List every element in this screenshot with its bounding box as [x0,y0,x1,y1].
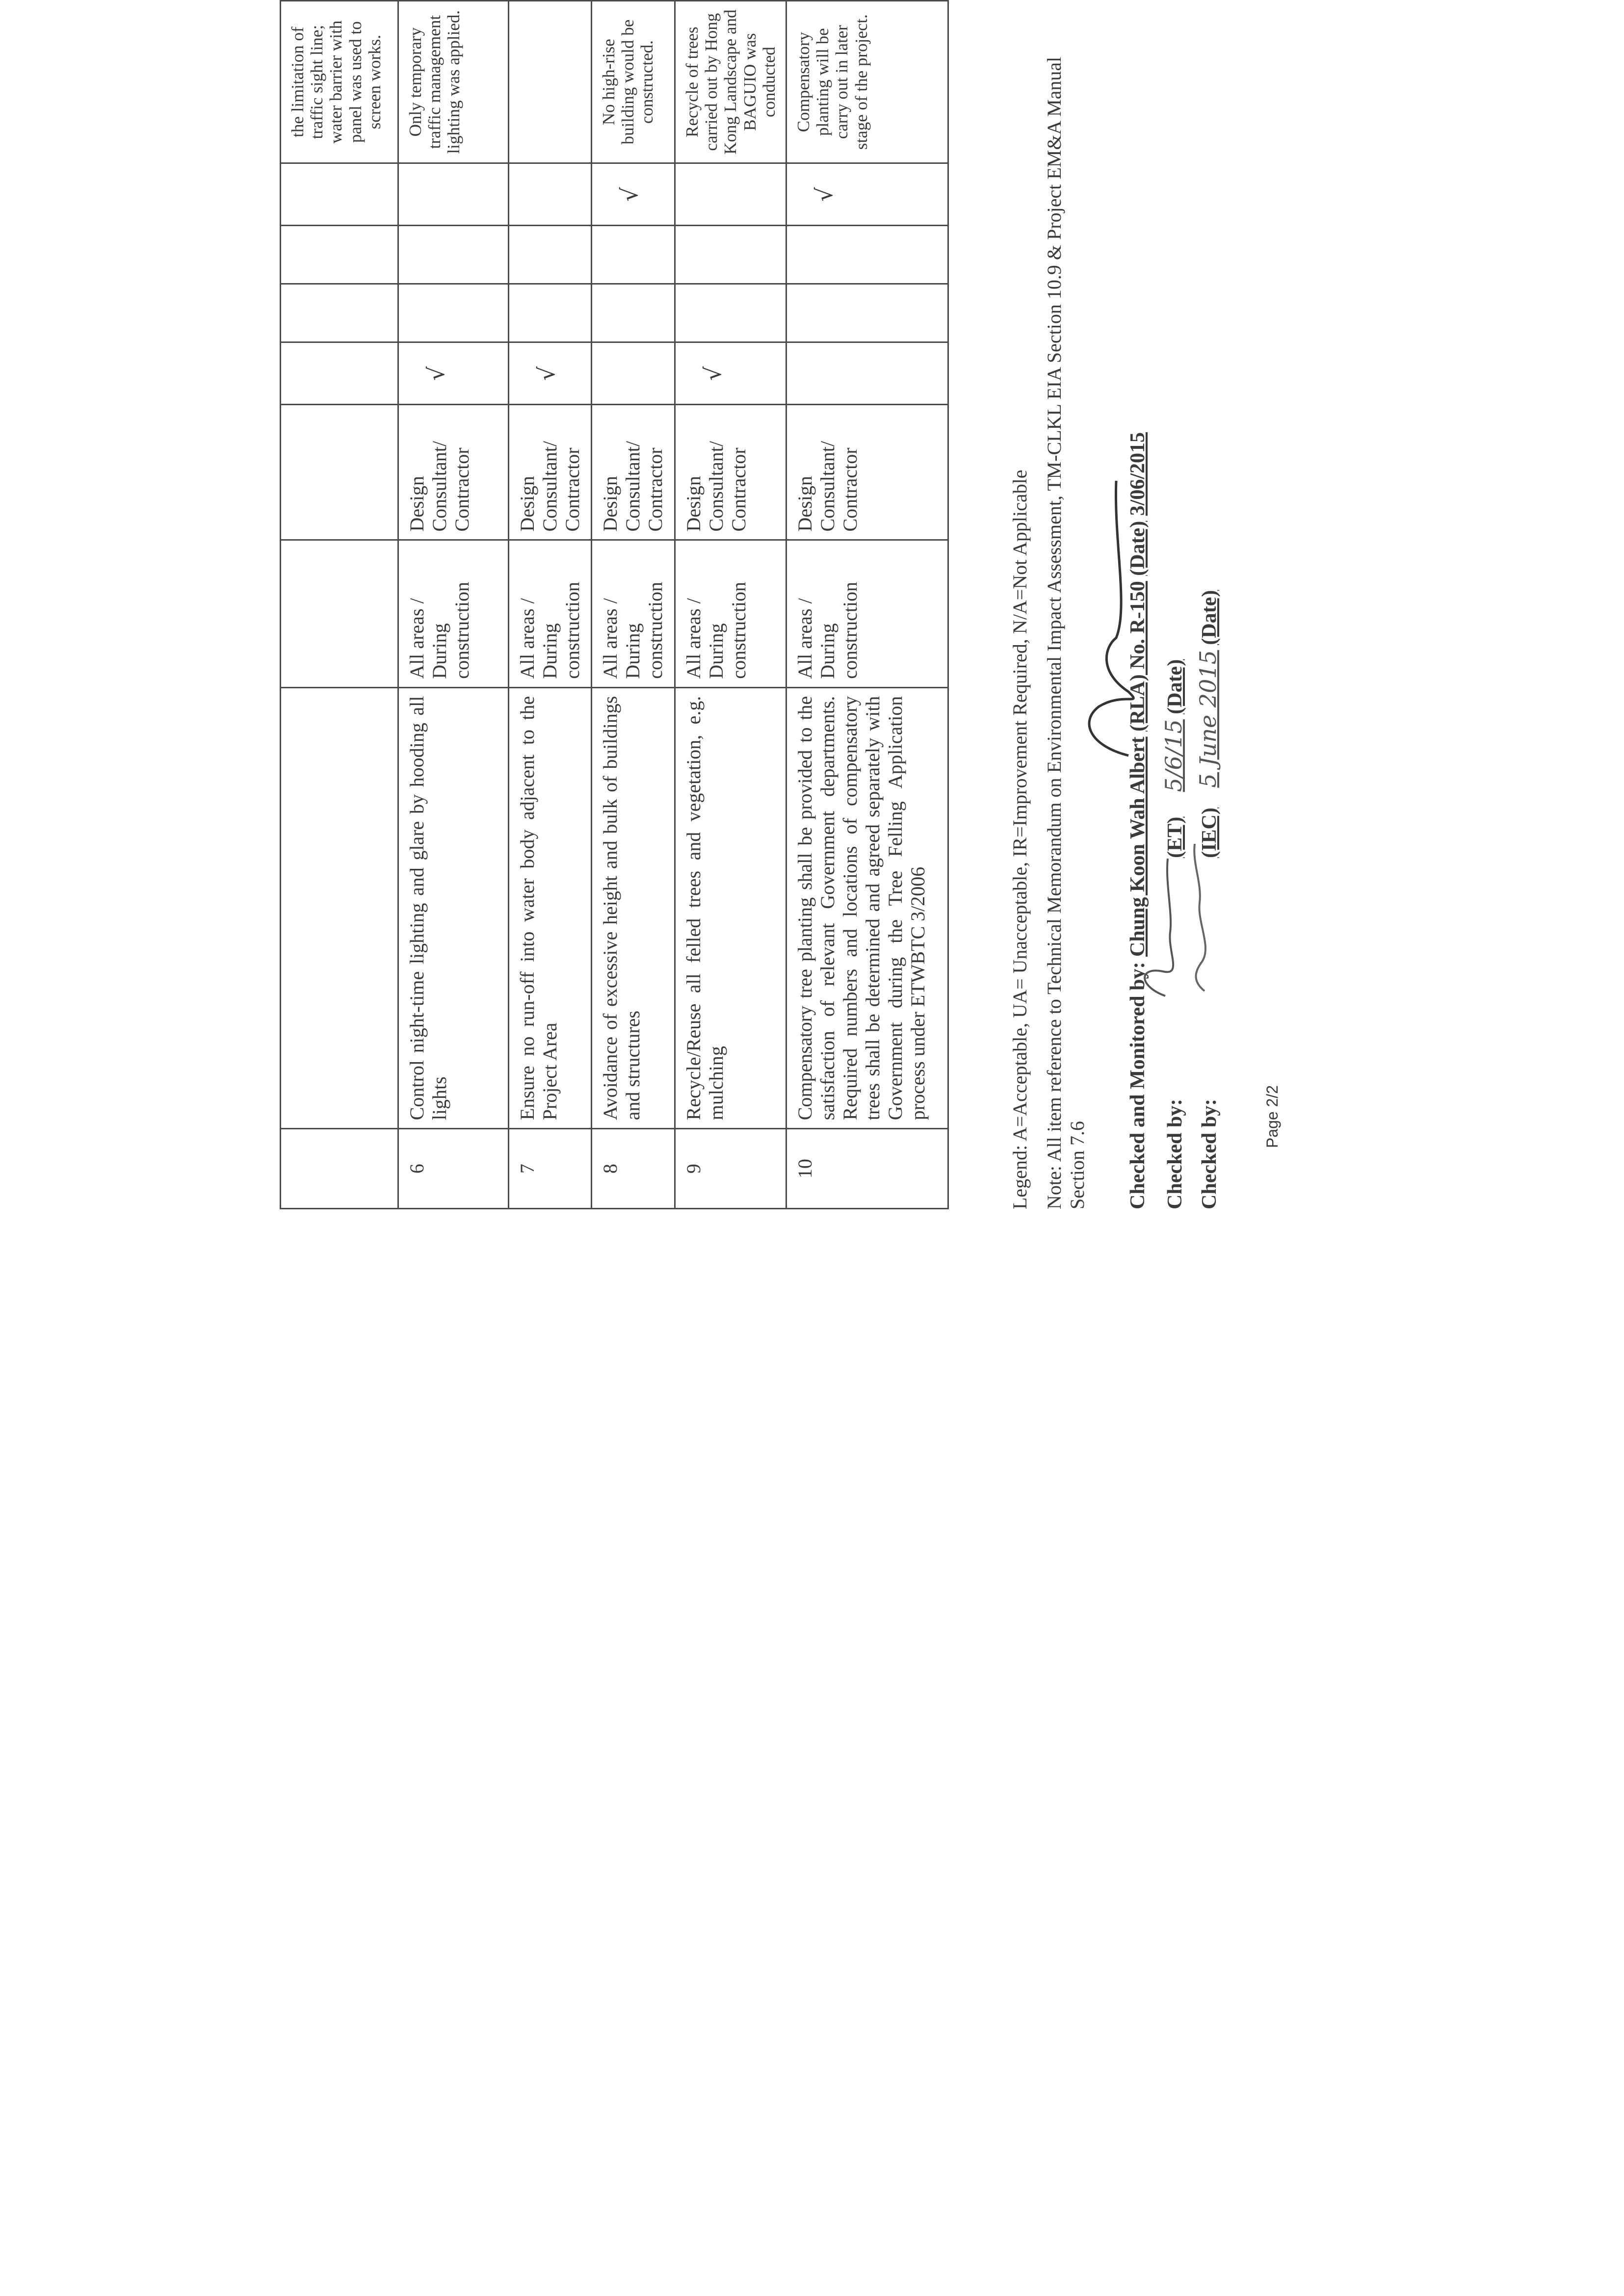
remark-cell [675,1,786,163]
check-mark: √ [811,187,838,202]
measure-cell [281,687,398,1129]
ua-cell [398,284,509,342]
monitored-date-label: (Date) [1126,521,1149,576]
measure-cell [509,687,592,1129]
location-cell-text: All areas / During construction [793,581,861,679]
page-number: Page 2/2 [1263,1085,1281,1148]
a-cell [786,342,948,405]
table-row [675,1,786,1209]
et-label: Checked by: [1164,1098,1186,1209]
signatures [1070,442,1315,1177]
location-cell [281,540,398,687]
check-mark: √ [533,366,560,381]
remark-cell: the limitation of traffic sight line; water barrier with panel was used to screen works. [281,1,398,163]
no-cell-text: 9 [682,1164,705,1174]
check-mark: √ [423,366,449,381]
remark-cell [786,1,948,163]
implementer-cell [592,405,675,540]
implementer-cell-text: Design Consultant/ Contractor [793,441,861,532]
check-mark: √ [616,187,643,202]
implementer-cell [786,405,948,540]
remark-cell-text: Compensatory planting will be carry out in later stage of the project. [793,14,871,150]
measure-cell [398,687,509,1129]
ua-cell [281,284,398,342]
iec-date: 5 June 2015 [1195,650,1221,788]
mitigation-audit-table [280,0,949,1209]
ir-cell [592,226,675,284]
no-cell-text: 10 [793,1159,816,1179]
check-mark: √ [700,366,726,381]
location-cell-text: All areas / During construction [682,581,750,679]
table-row [398,1,509,1209]
et-signature [1145,859,1173,996]
implementer-cell [281,405,398,540]
remark-cell [398,1,509,163]
na-cell [786,163,948,226]
ir-cell [509,226,592,284]
measure-cell-text: Avoidance of excessive height and bulk of buildings and structures [599,696,644,1121]
table-row [509,1,592,1209]
measure-cell [592,687,675,1129]
a-cell [398,342,509,405]
ua-cell [592,284,675,342]
implementer-cell [675,405,786,540]
ir-cell [398,226,509,284]
implementer-cell-text: Design Consultant/ Contractor [599,441,666,532]
a-cell [675,342,786,405]
no-cell-text: 7 [516,1164,538,1174]
implementer-cell-text: Design Consultant/ Contractor [406,441,473,532]
iec-date-label: (Date) [1198,590,1221,645]
measure-cell-text: Control night-time lighting and glare by hooding all lights [406,696,450,1121]
implementer-cell-text: Design Consultant/ Contractor [516,441,583,532]
iec-role: (IEC) [1198,808,1221,858]
remark-cell [592,1,675,163]
a-cell [592,342,675,405]
table-row [281,1,398,1209]
implementer-cell-text: Design Consultant/ Contractor [682,441,750,532]
remark-cell-text: Only temporary traffic management lighting was applied. [406,10,464,154]
rla-signature [1089,481,1133,756]
et-role: (ET) [1164,816,1186,858]
location-cell-text: All areas / During construction [406,581,473,679]
no-cell [509,1129,592,1209]
a-cell [281,342,398,405]
ir-cell [675,226,786,284]
implementer-cell [398,405,509,540]
measure-cell-text: Ensure no run-off into water body adjacent to the Project Area [516,696,561,1121]
no-cell [398,1129,509,1209]
iec-signature [1194,844,1205,991]
monitored-suffix: (RLA) No. R-150 [1126,581,1149,732]
iec-label: Checked by: [1198,1098,1221,1209]
location-cell-text: All areas / During construction [599,581,666,679]
ua-cell [786,284,948,342]
monitored-name: Chung Koon Wah Albert [1126,736,1149,957]
ir-cell [786,226,948,284]
location-cell-text: All areas / During construction [516,581,583,679]
location-cell [675,540,786,687]
monitored-label: Checked and Monitored by: [1126,962,1149,1209]
legend: Legend: A=Acceptable, UA= Unacceptable, IR=Improvement Required, N/A=Not Applicable [1009,470,1031,1209]
measure-cell [675,687,786,1129]
no-cell-text: 8 [599,1164,621,1174]
no-cell [592,1129,675,1209]
measure-cell [786,687,948,1129]
ir-cell [281,226,398,284]
location-cell [786,540,948,687]
monitored-date: 3/06/2015 [1126,432,1149,516]
na-cell [675,163,786,226]
reference-note: Note: All item reference to Technical Memorandum on Environmental Impact Assessment, TM-CLKL EIA Section 10.9 & Project EM&A Manual Section 7.6 [1043,56,1088,1209]
et-date-label: (Date) [1164,659,1186,714]
remark-cell [509,1,592,163]
remark-cell-text: Recycle of trees carried out by Hong Kong Landscape and BAGUIO was conducted [682,9,779,155]
na-cell [592,163,675,226]
no-cell [281,1129,398,1209]
remark-cell-text: No high-rise building would be constructed. [599,19,657,145]
ua-cell [509,284,592,342]
measure-cell-text: Compensatory tree planting shall be provided to the satisfaction of relevant Government departments. Required numbers and locations of compensatory trees shall be determined and agreed separately with Government during the Tree Felling Application process under ETWBTC 3/2006 [793,696,929,1121]
no-cell [675,1129,786,1209]
no-cell-text: 6 [406,1164,428,1174]
no-cell [786,1129,948,1209]
table-row [592,1,675,1209]
location-cell [509,540,592,687]
na-cell [509,163,592,226]
na-cell [281,163,398,226]
table-row [786,1,948,1209]
measure-cell-text: Recycle/Reuse all felled trees and vegetation, e.g. mulching [682,696,727,1121]
na-cell [398,163,509,226]
a-cell [509,342,592,405]
ua-cell [675,284,786,342]
implementer-cell [509,405,592,540]
et-date: 5/6/15 [1160,719,1187,792]
location-cell [398,540,509,687]
location-cell [592,540,675,687]
